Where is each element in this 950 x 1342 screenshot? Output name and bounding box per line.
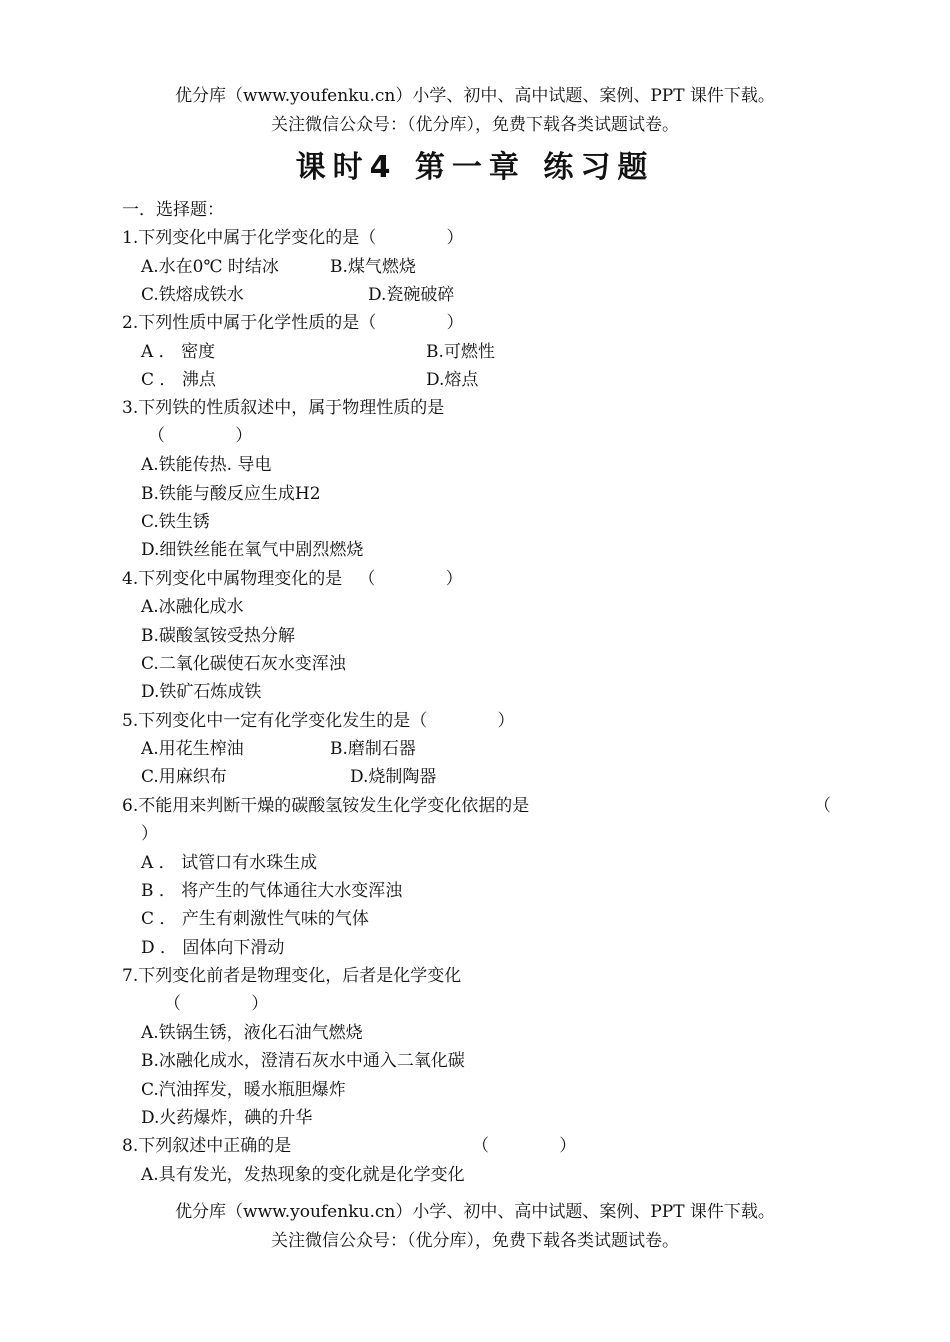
question-1-option-a: A.水在0℃ 时结冰 bbox=[141, 257, 279, 277]
question-8-answer-paren: （ ） bbox=[472, 1136, 577, 1156]
question-7-option-b: B.冰融化成水，澄清石灰水中通入二氧化碳 bbox=[141, 1051, 465, 1071]
question-6-option-d: D ． 固体向下滑动 bbox=[141, 938, 285, 958]
question-5-option-c: C.用麻织布 bbox=[141, 767, 227, 787]
question-6-option-c: C ． 产生有刺激性气味的气体 bbox=[141, 909, 369, 929]
question-8-option-a: A.具有发光，发热现象的变化就是化学变化 bbox=[141, 1165, 465, 1185]
section-heading: 一．选择题： bbox=[122, 200, 224, 220]
question-2-option-b: B.可燃性 bbox=[426, 342, 495, 362]
question-2-option-a: A ． 密度 bbox=[141, 342, 216, 362]
question-2-stem: 2.下列性质中属于化学性质的是（ ） bbox=[122, 313, 464, 333]
question-7-option-d: D.火药爆炸，碘的升华 bbox=[141, 1108, 313, 1128]
question-3-answer-paren: （ ） bbox=[148, 426, 253, 446]
header-line-2: 关注微信公众号：（优分库），免费下载各类试题试卷。 bbox=[271, 115, 679, 135]
footer-line-1: 优分库（www.youfenku.cn）小学、初中、高中试题、案例、PPT 课件下载。 bbox=[175, 1202, 775, 1222]
question-1-stem: 1.下列变化中属于化学变化的是（ ） bbox=[122, 228, 464, 248]
footer-line-2: 关注微信公众号：（优分库），免费下载各类试题试卷。 bbox=[271, 1231, 679, 1251]
question-1-option-b: B.煤气燃烧 bbox=[330, 257, 416, 277]
question-7-option-a: A.铁锅生锈，液化石油气燃烧 bbox=[141, 1023, 363, 1043]
question-5-option-d: D.烧制陶器 bbox=[350, 767, 437, 787]
question-7-option-c: C.汽油挥发，暖水瓶胆爆炸 bbox=[141, 1080, 346, 1100]
question-3-stem: 3.下列铁的性质叙述中，属于物理性质的是 bbox=[122, 398, 445, 418]
question-5-option-a: A.用花生榨油 bbox=[141, 739, 244, 759]
question-6-option-a: A ． 试管口有水珠生成 bbox=[141, 853, 318, 873]
question-8-stem: 8.下列叙述中正确的是 bbox=[122, 1136, 292, 1156]
question-3-option-b: B.铁能与酸反应生成H2 bbox=[141, 484, 321, 504]
question-1-option-c: C.铁熔成铁水 bbox=[141, 285, 244, 305]
question-4-option-c: C.二氧化碳使石灰水变浑浊 bbox=[141, 654, 346, 674]
header-line-1: 优分库（www.youfenku.cn）小学、初中、高中试题、案例、PPT 课件下载。 bbox=[175, 86, 775, 106]
question-4-option-a: A.冰融化成水 bbox=[141, 597, 244, 617]
question-3-option-c: C.铁生锈 bbox=[141, 512, 210, 532]
question-6-stem: 6.不能用来判断干燥的碳酸氢铵发生化学变化依据的是 bbox=[122, 796, 530, 816]
question-4-option-d: D.铁矿石炼成铁 bbox=[141, 682, 262, 702]
question-7-stem: 7.下列变化前者是物理变化，后者是化学变化 bbox=[122, 966, 462, 986]
question-6-paren-close: ） bbox=[141, 824, 158, 844]
question-1-option-d: D.瓷碗破碎 bbox=[368, 285, 455, 305]
question-2-option-c: C ． 沸点 bbox=[141, 370, 216, 390]
question-4-option-b: B.碳酸氢铵受热分解 bbox=[141, 626, 295, 646]
question-3-option-d: D.细铁丝能在氧气中剧烈燃烧 bbox=[141, 540, 364, 560]
question-7-answer-paren: （ ） bbox=[164, 994, 269, 1014]
question-4-stem: 4.下列变化中属物理变化的是 （ ） bbox=[122, 569, 463, 589]
question-2-option-d: D.熔点 bbox=[426, 370, 479, 390]
question-5-stem: 5.下列变化中一定有化学变化发生的是（ ） bbox=[122, 711, 515, 731]
page-title: 课时4 第一章 练习题 bbox=[295, 150, 655, 185]
question-6-paren-open: （ bbox=[814, 796, 831, 816]
question-5-option-b: B.磨制石器 bbox=[330, 739, 416, 759]
question-3-option-a: A.铁能传热. 导电 bbox=[141, 455, 272, 475]
question-6-option-b: B ． 将产生的气体通往大水变浑浊 bbox=[141, 881, 403, 901]
